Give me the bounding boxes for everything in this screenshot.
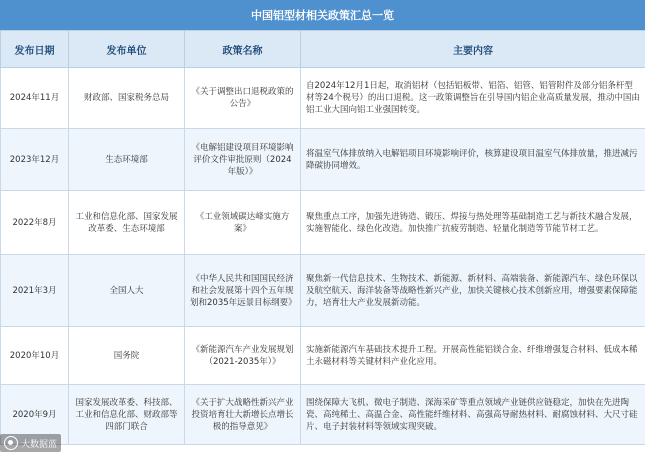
cell-date: 2020年10月 — [1, 327, 69, 385]
header-unit: 发布单位 — [69, 31, 185, 68]
watermark-logo-icon — [4, 436, 18, 450]
header-content: 主要内容 — [301, 31, 645, 68]
cell-content: 聚焦重点工序，加强先进铸造、锻压、焊接与热处理等基础制造工艺与新技术融合发展，实施智能化、绿色化改造。加快推广抗疲劳制造、轻量化制造等节能节材工艺。 — [301, 191, 645, 255]
cell-unit: 国务院 — [69, 327, 185, 385]
cell-unit: 工业和信息化部、国家发展改革委、生态环境部 — [69, 191, 185, 255]
cell-unit: 财政部、国家税务总局 — [69, 68, 185, 129]
cell-policy: 《电解铝建设项目环境影响评价文件审批原则（2024年版）》 — [185, 129, 301, 191]
cell-unit: 国家发展改革委、科技部、工业和信息化部、财政部等四部门联合 — [69, 385, 185, 445]
cell-content: 将温室气体排放纳入电解铝项目环境影响评价，核算建设项目温室气体排放量，推进减污降碳协同增效。 — [301, 129, 645, 191]
header-date: 发布日期 — [1, 31, 69, 68]
cell-policy: 《中华人民共和国国民经济和社会发展第十四个五年规划和2035年远景目标纲要》 — [185, 255, 301, 327]
cell-content: 聚焦新一代信息技术、生物技术、新能源、新材料、高端装备、新能源汽车、绿色环保以及航空航天、海洋装备等战略性新兴产业，加快关键核心技术创新应用，增强要素保障能力，培育壮大产业发展新动能。 — [301, 255, 645, 327]
table-row — [1, 191, 645, 255]
table-row — [1, 255, 645, 327]
cell-unit: 全国人大 — [69, 255, 185, 327]
header-policy: 政策名称 — [185, 31, 301, 68]
cell-policy: 《关于调整出口退税政策的公告》 — [185, 68, 301, 129]
table-header-row — [1, 31, 645, 68]
cell-content: 围绕保障大飞机、微电子制造、深海采矿等重点领域产业链供应链稳定，加快在先进陶瓷、高纯稀土、高温合金、高性能纤维材料、高强高导耐热材料、耐腐蚀材料、大尺寸硅片、电子封装材料等领域实现突破。 — [301, 385, 645, 445]
watermark-text: 大数据蓝 — [21, 439, 58, 450]
cell-date: 2023年12月 — [1, 129, 69, 191]
cell-content: 自2024年12月1日起，取消铝材（包括铝板带、铝箔、铝管、铝管附件及部分铝条杆型材等24个税号）的出口退税。这一政策调整旨在引导国内铝企业高质量发展，推动中国由铝工业大国向铝工业强国转变。 — [301, 68, 645, 129]
policy-table — [0, 30, 645, 445]
cell-policy: 《工业领域碳达峰实施方案》 — [185, 191, 301, 255]
cell-policy: 《关于扩大战略性新兴产业投资培育壮大新增长点增长极的指导意见》 — [185, 385, 301, 445]
cell-date: 2020年9月 — [1, 385, 69, 445]
table-row — [1, 327, 645, 385]
table-title: 中国铝型材相关政策汇总一览 — [0, 0, 645, 30]
cell-unit: 生态环境部 — [69, 129, 185, 191]
table-row — [1, 385, 645, 445]
cell-date: 2024年11月 — [1, 68, 69, 129]
cell-date: 2022年8月 — [1, 191, 69, 255]
cell-policy: 《新能源汽车产业发展规划（2021-2035年）》 — [185, 327, 301, 385]
table-row — [1, 68, 645, 129]
table-row — [1, 129, 645, 191]
watermark — [0, 434, 61, 452]
cell-date: 2021年3月 — [1, 255, 69, 327]
cell-content: 实施新能源汽车基础技术提升工程。开展高性能铝镁合金、纤维增强复合材料、低成本稀土永磁材料等关键材料产业化应用。 — [301, 327, 645, 385]
